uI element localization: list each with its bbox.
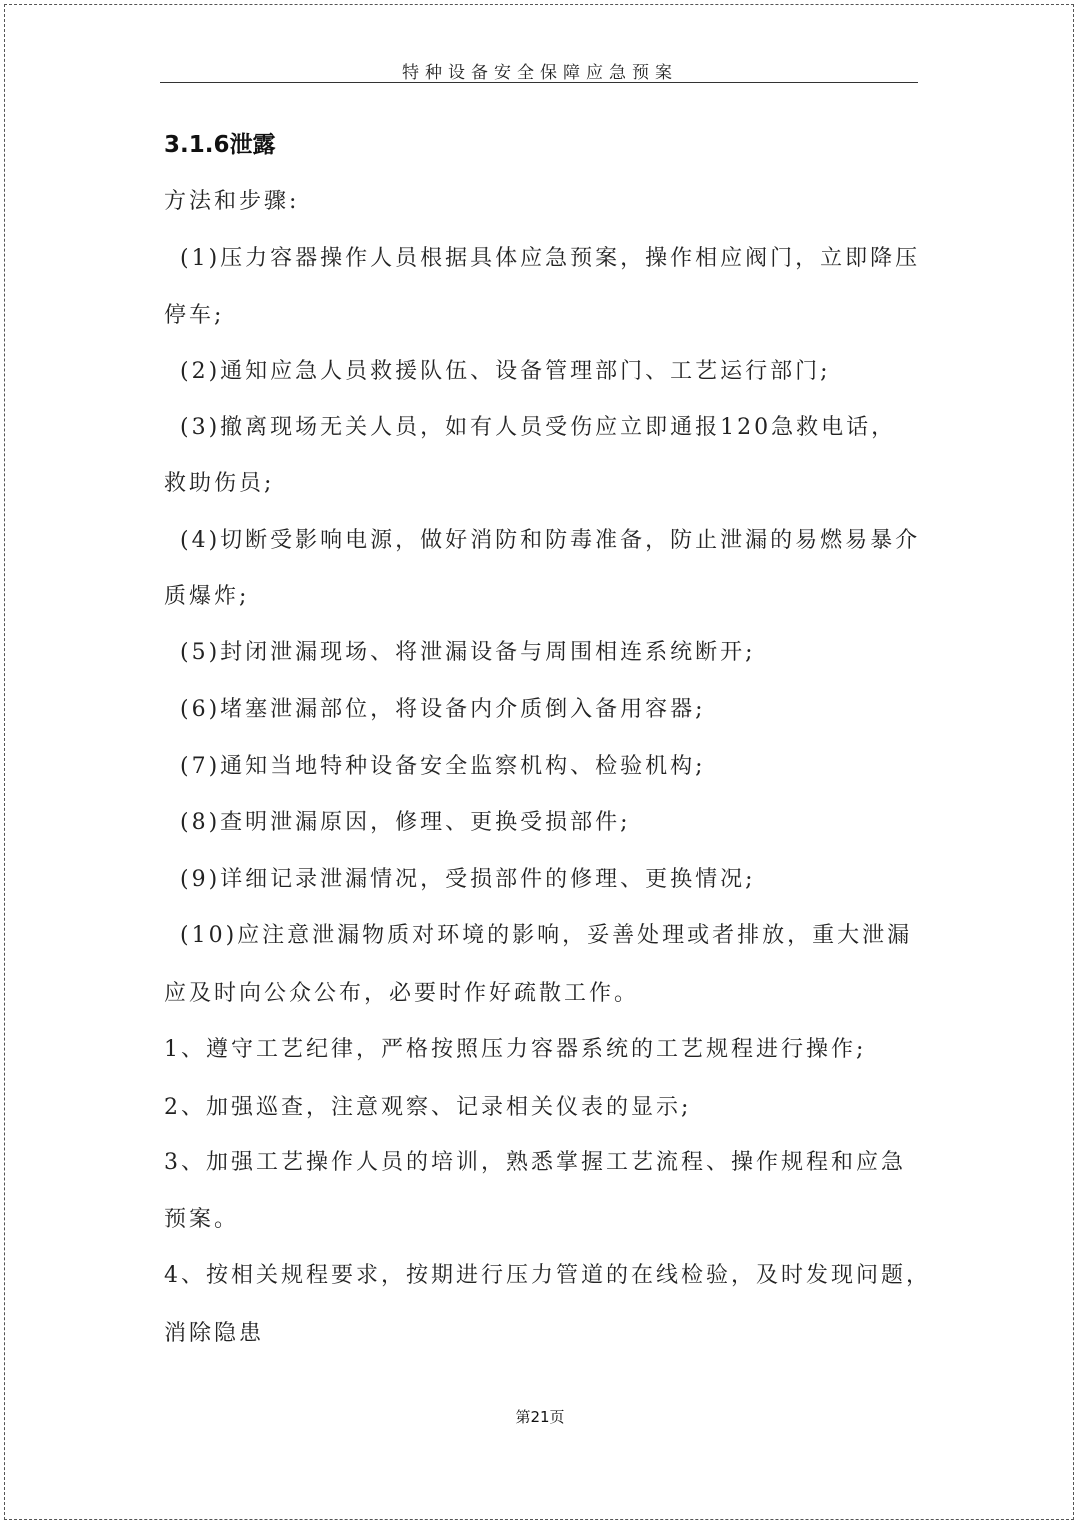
paragraph-line: (5)封闭泄漏现场、将泄漏设备与周围相连系统断开; bbox=[180, 640, 756, 665]
paragraph-line: (1)压力容器操作人员根据具体应急预案，操作相应阀门，立即降压 bbox=[180, 246, 921, 271]
paragraph-line: (8)查明泄漏原因，修理、更换受损部件; bbox=[180, 810, 631, 835]
paragraph-line: 停车; bbox=[164, 303, 225, 328]
paragraph-line: 质爆炸; bbox=[164, 584, 250, 609]
paragraph-line: (3)撤离现场无关人员，如有人员受伤应立即通报120急救电话， bbox=[180, 415, 897, 440]
paragraph-line: 1、遵守工艺纪律，严格按照压力容器系统的工艺规程进行操作; bbox=[164, 1037, 867, 1062]
section-heading: 3.1.6泄露 bbox=[164, 132, 276, 158]
paragraph-line: 3、加强工艺操作人员的培训，熟悉掌握工艺流程、操作规程和应急 bbox=[164, 1150, 906, 1175]
paragraph-line: 2、加强巡查，注意观察、记录相关仪表的显示; bbox=[164, 1095, 692, 1120]
paragraph-line: (9)详细记录泄漏情况，受损部件的修理、更换情况; bbox=[180, 867, 756, 892]
paragraph-line: (7)通知当地特种设备安全监察机构、检验机构; bbox=[180, 754, 706, 779]
header-divider bbox=[160, 82, 918, 83]
paragraph-line: 应及时向公众公布，必要时作好疏散工作。 bbox=[164, 981, 640, 1006]
paragraph-line: (2)通知应急人员救援队伍、设备管理部门、工艺运行部门; bbox=[180, 359, 831, 384]
paragraph-line: (10)应注意泄漏物质对环境的影响，妥善处理或者排放，重大泄漏 bbox=[180, 923, 913, 948]
page-number: 第21页 bbox=[515, 1408, 565, 1426]
paragraph-line: (6)堵塞泄漏部位，将设备内介质倒入备用容器; bbox=[180, 697, 706, 722]
paragraph-line: 方法和步骤: bbox=[164, 189, 300, 214]
paragraph-line: (4)切断受影响电源，做好消防和防毒准备，防止泄漏的易燃易暴介 bbox=[180, 528, 921, 553]
paragraph-line: 预案。 bbox=[164, 1207, 240, 1232]
paragraph-line: 救助伤员; bbox=[164, 471, 275, 496]
document-header-title: 特种设备安全保障应急预案 bbox=[402, 63, 678, 83]
paragraph-line: 消除隐患 bbox=[164, 1321, 265, 1346]
paragraph-line: 4、按相关规程要求，按期进行压力管道的在线检验，及时发现问题， bbox=[164, 1263, 931, 1288]
